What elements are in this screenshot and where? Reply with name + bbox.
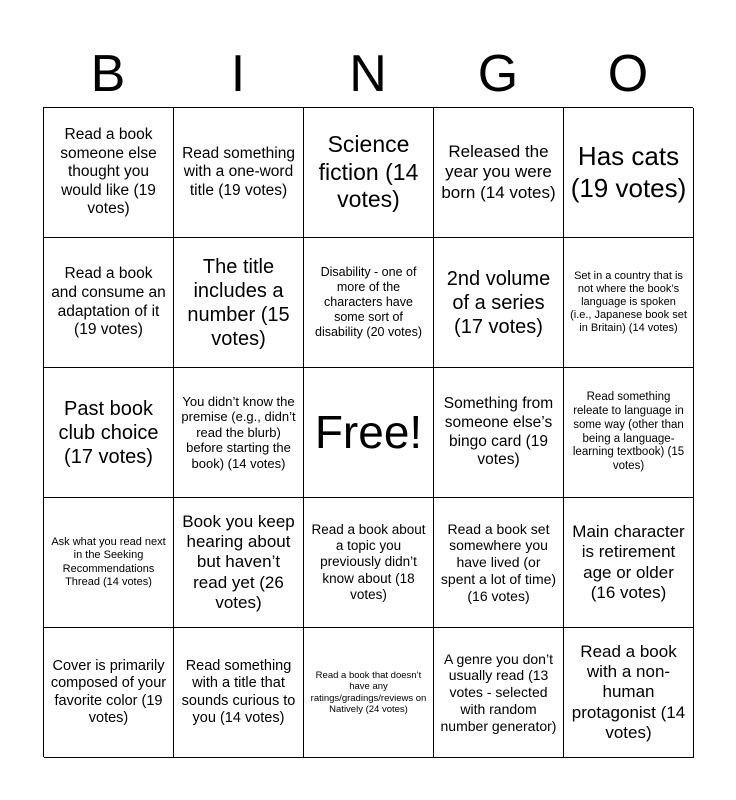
bingo-cell-text: Cover is primarily composed of your favorite color (19 votes): [50, 657, 167, 726]
bingo-cell-text: Read a book with a non-human protagonist (14 votes): [571, 641, 686, 743]
bingo-cell-r5-c1[interactable]: [44, 628, 174, 758]
bingo-grid: [43, 107, 693, 757]
bingo-cell-r2-c5[interactable]: [564, 238, 694, 368]
bingo-cell-r4-c4[interactable]: [434, 498, 564, 628]
bingo-cell-r5-c2[interactable]: [174, 628, 304, 758]
free-space-text: Free!: [314, 405, 423, 458]
bingo-cell-text: Has cats (19 votes): [570, 141, 687, 203]
bingo-cell-text: Read something with a one-word title (19 votes): [182, 144, 295, 199]
bingo-cell-r1-c1[interactable]: [44, 108, 174, 238]
header-letter-g: G: [477, 45, 519, 103]
bingo-cell-text: Science fiction (14 votes): [318, 131, 419, 213]
bingo-cell-r2-c1[interactable]: [44, 238, 174, 368]
bingo-cell-r5-c4[interactable]: [434, 628, 564, 758]
bingo-cell-r4-c5[interactable]: [564, 498, 694, 628]
bingo-cell-text: Something from someone else’s bingo card (19 votes): [443, 395, 554, 469]
bingo-cell-r4-c3[interactable]: [304, 498, 434, 628]
bingo-cell-r1-c5[interactable]: [564, 108, 694, 238]
bingo-cell-text: Read a book about a topic you previously didn’t know about (18 votes): [311, 522, 426, 602]
bingo-cell-r2-c4[interactable]: [434, 238, 564, 368]
header-letter-n: N: [349, 45, 387, 103]
bingo-cell-text: Past book club choice (17 votes): [58, 397, 159, 468]
bingo-cell-r5-c5[interactable]: [564, 628, 694, 758]
bingo-cell-text: Disability - one of more of the characters have some sort of disability (20 votes): [315, 265, 422, 339]
bingo-cell-text: Read a book someone else thought you would like (19 votes): [60, 126, 157, 218]
bingo-cell-text: Read something releate to language in some way (other than being a language-learning textbook) (15 votes): [572, 391, 685, 473]
bingo-cell-text: Read a book set somewhere you have lived (or spent a lot of time) (16 votes): [440, 520, 557, 604]
bingo-cell-text: Read something with a title that sounds curious to you (14 votes): [181, 657, 296, 726]
header-letter-b: B: [90, 45, 126, 103]
bingo-header: [43, 42, 693, 106]
header-letter-o: O: [607, 45, 649, 103]
bingo-cell-r4-c1[interactable]: [44, 498, 174, 628]
bingo-cell-text: Read a book that doesn’t have any ratings/gradings/reviews on Natively (24 votes): [310, 669, 427, 715]
bingo-cell-r2-c2[interactable]: [174, 238, 304, 368]
bingo-cell-text: Released the year you were born (14 votes): [441, 141, 556, 202]
bingo-cell-r1-c2[interactable]: [174, 108, 304, 238]
bingo-cell-r3-c2[interactable]: [174, 368, 304, 498]
bingo-cell-r1-c4[interactable]: [434, 108, 564, 238]
bingo-cell-r2-c3[interactable]: [304, 238, 434, 368]
bingo-cell-text: Read a book and consume an adaptation of it (19 votes): [51, 265, 166, 339]
bingo-cell-r5-c3[interactable]: [304, 628, 434, 758]
bingo-cell-r4-c2[interactable]: [174, 498, 304, 628]
bingo-cell-text: Main character is retirement age or older (16 votes): [572, 521, 685, 602]
bingo-cell-text: Ask what you read next in the Seeking Recommendations Thread (14 votes): [51, 536, 166, 588]
bingo-cell-text: 2nd volume of a series (17 votes): [446, 267, 551, 338]
free-space[interactable]: [304, 368, 434, 498]
bingo-cell-text: The title includes a number (15 votes): [187, 255, 290, 350]
bingo-cell-text: You didn’t know the premise (e.g., didn’t read the blurb) before starting the book) (14 votes): [181, 393, 296, 471]
header-letter-i: I: [230, 45, 246, 103]
bingo-cell-r1-c3[interactable]: [304, 108, 434, 238]
bingo-cell-r3-c5[interactable]: [564, 368, 694, 498]
bingo-cell-text: Book you keep hearing about but haven’t read yet (26 votes): [182, 511, 295, 613]
bingo-cell-text: Set in a country that is not where the book’s language is spoken (i.e., Japanese book set in Britain) (14 votes): [570, 269, 687, 335]
bingo-cell-text: A genre you don’t usually read (13 votes - selected with random number generator): [440, 650, 557, 734]
bingo-cell-r3-c4[interactable]: [434, 368, 564, 498]
bingo-cell-r3-c1[interactable]: [44, 368, 174, 498]
